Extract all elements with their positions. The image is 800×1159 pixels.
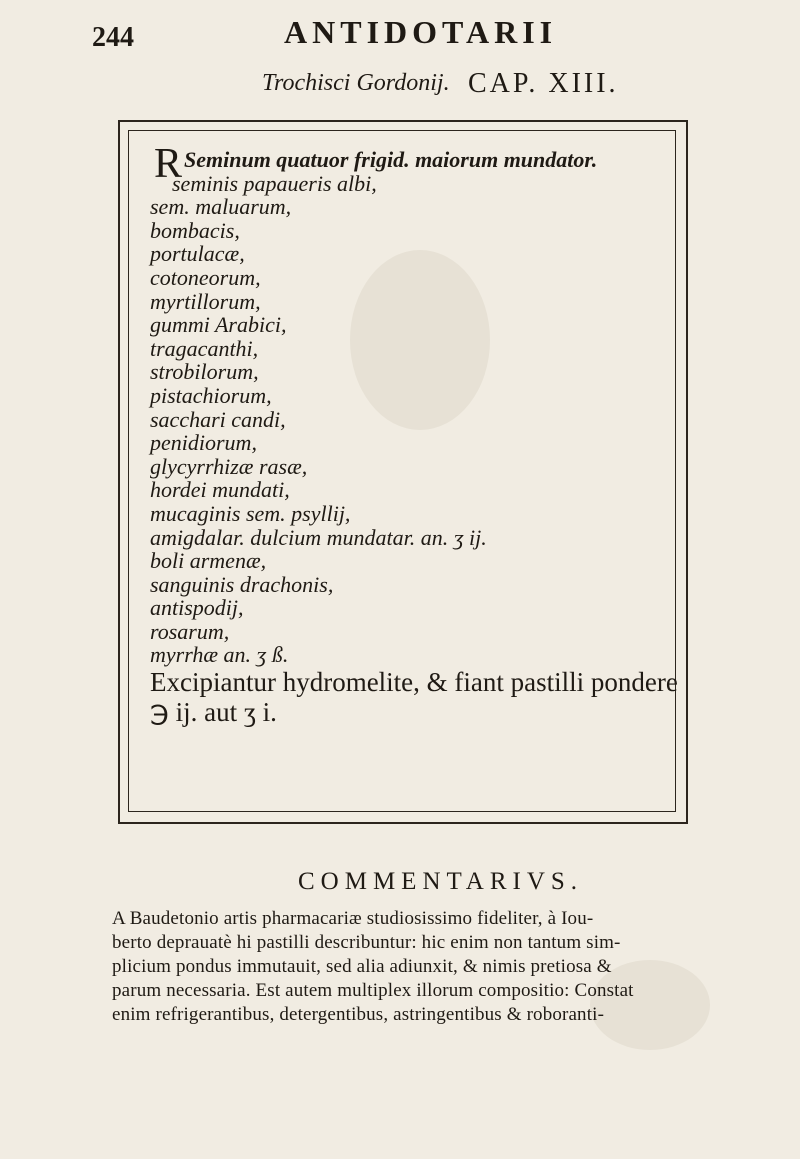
ingredient-line: Seminum quatuor frigid. maiorum mundator. — [184, 147, 598, 172]
ingredient-line: glycyrrhizæ rasæ, — [150, 453, 308, 479]
ingredient-line: penidiorum, — [150, 430, 257, 456]
ingredient-line: rosarum, — [150, 618, 230, 644]
commentary-body — [112, 907, 712, 1027]
commentary-line: enim refrigerantibus, detergentibus, astringentibus & roboranti- — [112, 1004, 605, 1025]
ingredient-line: tragacanthi, — [150, 335, 259, 361]
ingredient-list — [150, 147, 678, 728]
commentary-line: berto deprauatè hi pastilli describuntur: hic enim non tantum sim- — [112, 932, 621, 953]
ingredient-line: sanguinis drachonis, — [150, 571, 334, 597]
commentary-line: plicium pondus immutauit, sed alia adiunxit, & nimis pretiosa & — [112, 956, 612, 977]
ingredient-line: myrrhæ an. ʒ ß. — [150, 642, 289, 668]
ingredient-line: amigdalar. dulcium mundatar. an. ʒ ij. — [150, 524, 487, 550]
commentary-line: A Baudetonio artis pharmacariæ studiosissimo fideliter, à Iou- — [112, 908, 594, 929]
ingredient-line: seminis papaueris albi, — [172, 170, 377, 196]
chapter-label: CAP. XIII. — [468, 68, 619, 99]
ingredient-line: sem. maluarum, — [150, 194, 292, 220]
running-head: ANTIDOTARII — [284, 14, 558, 50]
ingredient-line: pistachiorum, — [150, 382, 272, 408]
ingredient-line: portulacæ, — [150, 241, 245, 267]
rx-symbol: R — [154, 141, 183, 187]
ingredient-line: hordei mundati, — [150, 477, 290, 503]
ingredient-line: gummi Arabici, — [150, 312, 287, 338]
ingredient-line: boli armenæ, — [150, 548, 267, 574]
instruction-line: Excipiantur hydromelite, & fiant pastilli pondere — [150, 667, 678, 698]
recipe-subtitle: Trochisci Gordonij. — [262, 70, 450, 96]
ingredient-line: mucaginis sem. psyllij, — [150, 500, 351, 526]
ingredient-line: myrtillorum, — [150, 288, 261, 314]
page-number: 244 — [92, 22, 134, 53]
commentary-heading: COMMENTARIVS. — [298, 868, 584, 895]
instruction-line: ℈ ij. aut ʒ i. — [150, 697, 277, 728]
ingredient-line: strobilorum, — [150, 359, 259, 385]
ingredient-line: sacchari candi, — [150, 406, 286, 432]
ingredient-line: cotoneorum, — [150, 264, 261, 290]
ingredient-line: antispodij, — [150, 595, 244, 621]
ingredient-line: bombacis, — [150, 217, 240, 243]
commentary-line: parum necessaria. Est autem multiplex illorum compositio: Constat — [112, 980, 634, 1001]
